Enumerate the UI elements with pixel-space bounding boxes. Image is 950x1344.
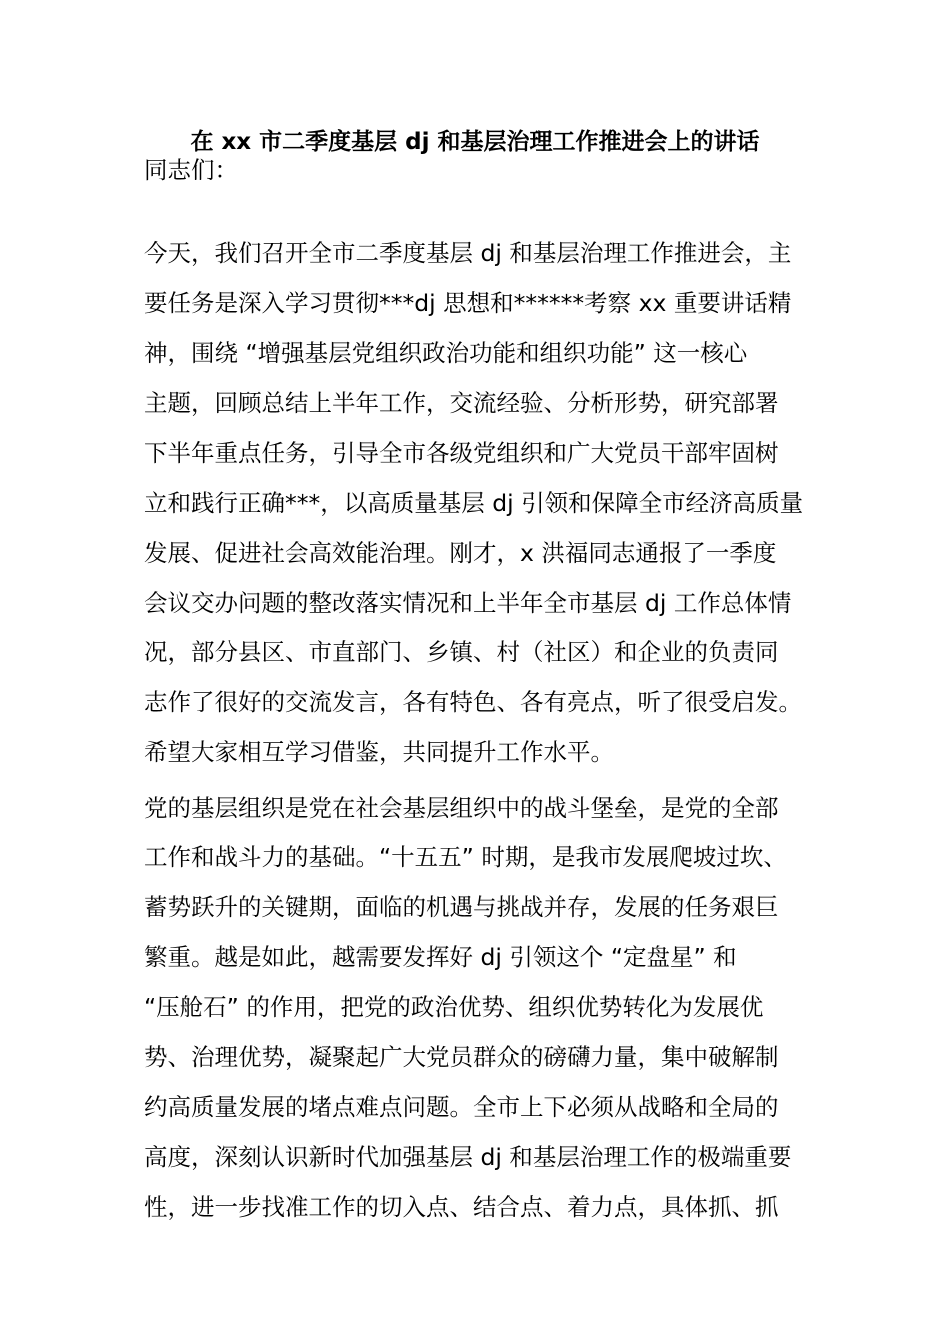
paragraph-1-line: 神，围绕 “增强基层党组织政治功能和组织功能” 这一核心: [144, 339, 748, 367]
paragraph-1-line: 今天，我们召开全市二季度基层 dj 和基层治理工作推进会，主: [144, 239, 792, 267]
paragraph-1-line: 发展、促进社会高效能治理。刚才，x 洪福同志通报了一季度: [144, 539, 777, 567]
paragraph-1-line: 立和践行正确***，以高质量基层 dj 引领和保障全市经济高质量: [144, 489, 804, 517]
paragraph-2-line: 繁重。越是如此，越需要发挥好 dj 引领这个 “定盘星” 和: [144, 943, 737, 971]
paragraph-2-line: 工作和战斗力的基础。“十五五” 时期，是我市发展爬坡过坎、: [144, 843, 787, 871]
paragraph-1-line: 下半年重点任务，引导全市各级党组织和广大党员干部牢固树: [144, 439, 779, 467]
paragraph-1-line: 志作了很好的交流发言，各有特色、各有亮点，听了很受启发。: [144, 688, 802, 716]
document-title: 在 xx 市二季度基层 dj 和基层治理工作推进会上的讲话: [190, 129, 760, 155]
paragraph-2-line: “压舱石” 的作用，把党的政治优势、组织优势转化为发展优: [144, 993, 764, 1021]
salutation: 同志们：: [144, 156, 238, 184]
paragraph-2-line: 势、治理优势，凝聚起广大党员群众的磅礴力量，集中破解制: [144, 1043, 779, 1071]
paragraph-1-line: 希望大家相互学习借鉴，共同提升工作水平。: [144, 738, 614, 766]
paragraph-2-line: 党的基层组织是党在社会基层组织中的战斗堡垒，是党的全部: [144, 794, 779, 822]
paragraph-2-line: 高度，深刻认识新时代加强基层 dj 和基层治理工作的极端重要: [144, 1143, 792, 1171]
paragraph-2-line: 性，进一步找准工作的切入点、结合点、着力点，具体抓、抓: [144, 1193, 779, 1221]
paragraph-2-line: 约高质量发展的堵点难点问题。全市上下必须从战略和全局的: [144, 1093, 779, 1121]
paragraph-1-line: 要任务是深入学习贯彻***dj 思想和******考察 xx 重要讲话精: [144, 289, 792, 317]
paragraph-1-line: 主题，回顾总结上半年工作，交流经验、分析形势，研究部署: [144, 389, 779, 417]
paragraph-1-line: 况，部分县区、市直部门、乡镇、村（社区）和企业的负责同: [144, 638, 779, 666]
paragraph-1-line: 会议交办问题的整改落实情况和上半年全市基层 dj 工作总体情: [144, 589, 792, 617]
paragraph-2-line: 蓄势跃升的关键期，面临的机遇与挑战并存，发展的任务艰巨: [144, 893, 779, 921]
